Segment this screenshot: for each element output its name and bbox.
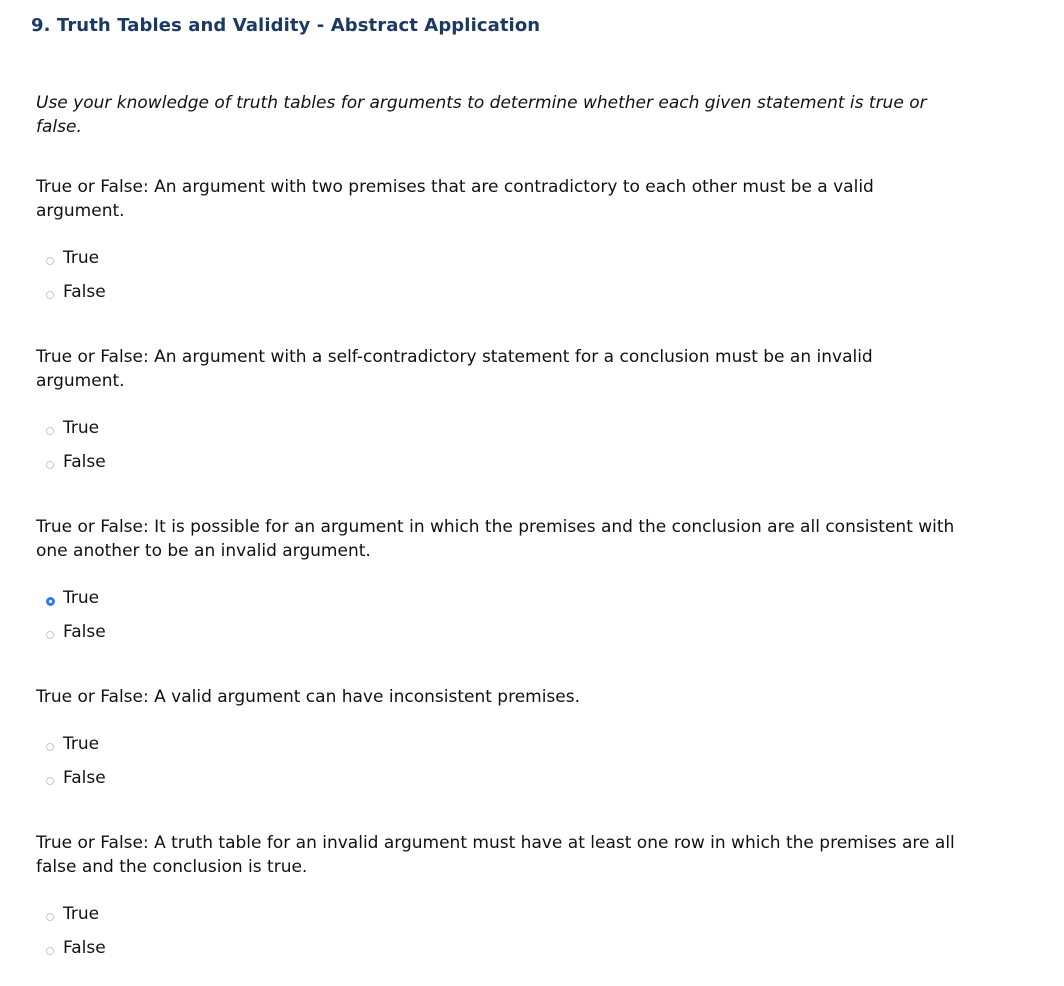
option-true[interactable] (46, 732, 99, 756)
question-5 (36, 831, 956, 879)
option-false[interactable] (46, 280, 106, 304)
option-label: True (63, 588, 100, 608)
question-4 (36, 685, 956, 709)
question-prompt: True or False: A truth table for an invalid argument must have at least one row in which the premises are all false and the conclusion is true. (36, 833, 955, 877)
radio-button[interactable] (46, 743, 54, 751)
question-3 (36, 515, 956, 563)
radio-button[interactable] (46, 777, 54, 785)
option-label: False (63, 452, 106, 472)
radio-button[interactable] (46, 947, 54, 955)
option-false[interactable] (46, 620, 106, 644)
option-false[interactable] (46, 450, 106, 474)
option-label: True (63, 904, 100, 924)
question-prompt: True or False: An argument with two premises that are contradictory to each other must be a valid argument. (36, 177, 874, 221)
option-label: False (63, 282, 106, 302)
instructions: Use your knowledge of truth tables for arguments to determine whether each given statement is true or false. (36, 93, 927, 137)
question-1 (36, 175, 956, 223)
option-false[interactable] (46, 766, 106, 790)
option-true[interactable] (46, 416, 99, 440)
radio-button[interactable] (46, 597, 55, 606)
option-label: True (63, 248, 100, 268)
option-label: True (63, 734, 100, 754)
radio-button[interactable] (46, 461, 54, 469)
option-label: False (63, 622, 106, 642)
question-2 (36, 345, 956, 393)
option-true[interactable] (46, 902, 99, 926)
page-title: 9. Truth Tables and Validity - Abstract Application (31, 15, 541, 36)
option-true[interactable] (46, 246, 99, 270)
question-prompt: True or False: A valid argument can have inconsistent premises. (36, 687, 581, 707)
option-label: True (63, 418, 100, 438)
option-label: False (63, 768, 106, 788)
question-prompt: True or False: An argument with a self-contradictory statement for a conclusion must be an invalid argument. (36, 347, 873, 391)
radio-button[interactable] (46, 257, 54, 265)
radio-button[interactable] (46, 913, 54, 921)
radio-button[interactable] (46, 631, 54, 639)
option-false[interactable] (46, 936, 106, 960)
option-true[interactable] (46, 586, 99, 610)
option-label: False (63, 938, 106, 958)
radio-button[interactable] (46, 427, 54, 435)
radio-button[interactable] (46, 291, 54, 299)
question-prompt: True or False: It is possible for an argument in which the premises and the conclusion are all consistent with one another to be an invalid argument. (36, 517, 955, 561)
